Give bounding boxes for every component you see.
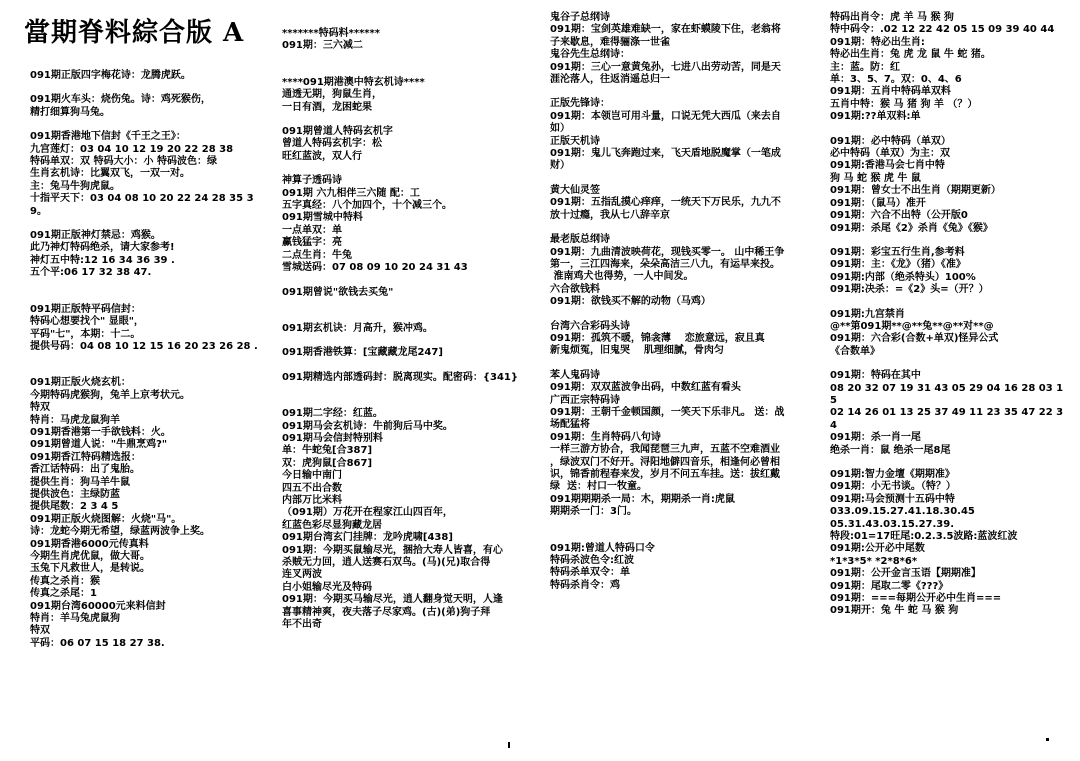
text-line: 091期：今期买鼠输尽光，捆拾大寿人皆喜，有心 [282, 544, 503, 556]
text-line: 091期：宝剑英雄难缺一，家在虾蟆陵下住，老翁将 [550, 24, 781, 36]
text-line: 神算子透码诗 [282, 175, 342, 187]
text-line: 091期:智力金壇《期期准》 [830, 469, 955, 480]
text-line: 特段:01=17旺尾:0.2.3.5波路:蓝波红波 [830, 531, 1018, 543]
text-line: 091期:??单双料:单 [830, 111, 921, 123]
text-line: 传真之杀尾：1 [30, 588, 97, 600]
text-line [550, 309, 816, 321]
text-line [282, 53, 522, 65]
text-line: 091期：本领岂可用斗量，口说无凭大西瓜（来去自 [550, 110, 781, 122]
text-line: 091期精选内部透码封：脱离现实。配密码：{341} [282, 371, 518, 383]
scan-speck [508, 742, 510, 748]
text-line: 091期曾道人说："牛鼎烹鸡?" [30, 439, 168, 451]
text-line: 内部万比米料 [282, 494, 342, 506]
text-line: 五字真经：八个加四个，十个减三个。 [282, 200, 452, 212]
text-line: 一点单双：单 [282, 224, 342, 236]
text-line: 091期马会玄机诗：牛前狗后马中奖。 [282, 420, 453, 432]
text-line: 091期：五指乱摸心痒痒，一统天下万民乐，九九不 [550, 197, 781, 209]
text-line: 091期 六九相伴三六随 配：工 [282, 187, 420, 199]
text-line: 今期特码虎猴狗，兔羊上京考状元。 [30, 389, 190, 401]
text-line: 091期：杀一肖一尾 [830, 432, 921, 444]
text-line: 淮南鸡犬也得势，一人中间发。 [550, 271, 694, 283]
text-line: 特码杀肖令：鸡 [550, 579, 620, 591]
text-line: 091期台湾玄门挂牌：龙吟虎啸[438] [282, 532, 453, 544]
text-line [830, 358, 1070, 370]
text-line: 识，锦香前程春来发，岁月不问五车挂。送：拔红戴 [550, 469, 780, 480]
text-line: 广西正宗特码诗 [550, 394, 620, 406]
text-line: 特双 [30, 402, 50, 414]
text-line: 091期雪城中特料 [282, 212, 363, 224]
text-line: 091期：特码在其中 [830, 370, 921, 382]
text-line: 091期：五肖中特码单双料 [830, 86, 951, 98]
text-line: 生肖玄机诗：比翼双飞，一双一对。 [30, 168, 190, 180]
text-line: 传真之杀肖：猴 [30, 575, 100, 587]
text-line: 精打细算狗马兔。 [30, 106, 110, 118]
text-line: 正版先锋诗： [550, 98, 610, 110]
text-line: 特码杀波色令:红波 [550, 555, 634, 567]
text-line: ****091期港澳中特玄机诗**** [282, 76, 425, 88]
text-line: 最老版总纲诗 [550, 234, 610, 246]
text-line: 091期：双双蓝波争出码，中数红蓝有看头 [550, 382, 741, 394]
text-line: 白小姐输尽光及特码 [282, 581, 372, 593]
text-line: 091期:决杀：=《2》头=（开？） [830, 284, 989, 296]
text-line: 08 20 32 07 19 31 43 05 29 04 16 28 03 15 [830, 382, 1064, 406]
text-line: 091期香港第一手欲钱料：火。 [30, 426, 171, 438]
column-3 [550, 12, 816, 592]
text-line: 091期曾道人特码玄机字 [282, 126, 393, 138]
text-line: 此乃神灯特码绝杀，请大家参考! [30, 242, 175, 254]
text-line: 特必出生肖：兔 虎 龙 鼠 牛 蛇 猪。 [830, 49, 991, 61]
text-line: 苯人鬼码诗 [550, 369, 600, 381]
text-line: 曾道人特码玄机字：松 [282, 138, 382, 150]
text-line: 091期:公开必中尾数 [830, 543, 925, 555]
text-line: 091期：特必出生肖: [830, 36, 925, 48]
text-line: 平码"七"，本期：十二。 [30, 328, 141, 340]
text-line: 赢钱猛字：亮 [282, 237, 342, 249]
text-line: 红蓝色彩尽显狗藏龙居 [282, 519, 382, 531]
text-line [282, 163, 522, 175]
column-2 [282, 28, 522, 631]
text-line: 放十过瘾，我从七八辞辛京 [550, 209, 670, 221]
column-1 [30, 70, 262, 650]
text-line: 特肖：羊马兔虎鼠狗 [30, 613, 120, 625]
text-line: 091期：今期买马输尽光，逍人翻身觉天明，人逢 [282, 594, 503, 606]
text-line [550, 358, 816, 370]
text-line: 通透无期，狗鼠生肖， [282, 89, 382, 101]
text-line: 黄大仙灵签 [550, 184, 600, 196]
text-line: 第一，三江四海来，朵朵高洁三八九，有运早来投。 [550, 258, 780, 270]
text-line: 091期玄机诀：月高升，猴冲鸡。 [282, 322, 433, 334]
text-line: 特双 [30, 625, 50, 637]
text-line [30, 353, 262, 365]
text-line [550, 531, 816, 543]
text-line: 连叉两波 [282, 569, 322, 581]
text-line: 091期正版特平码信封： [30, 303, 141, 315]
text-line: 091期曾说"欲钱去买兔" [282, 286, 394, 298]
text-line: 狗 马 蛇 猴 虎 牛 鼠 [830, 172, 921, 184]
text-line: 杀贼无力回，逍人送赛石双鸟。(马)(兄)取合得 [282, 557, 491, 568]
text-line: 091期：===每期公开必中生肖=== [830, 593, 1002, 605]
text-line: 091期:内部（绝杀特头）100% [830, 271, 976, 283]
text-line: 特码杀单双令：单 [550, 567, 630, 579]
scan-speck [1046, 738, 1049, 741]
text-line: 091期：（鼠马）准开 [830, 197, 926, 209]
text-line: 091期正版火烧图解：火烧"马"。 [30, 513, 182, 525]
text-line: *1*3*5* *2*8*6* [830, 555, 918, 567]
text-line: 正版天机诗 [550, 135, 600, 147]
text-line: 单：3、5、7。双：0、4、6 [830, 74, 962, 86]
text-line: 绿 送：村口一牧童。 [550, 481, 647, 493]
text-line [282, 384, 522, 396]
text-line [830, 124, 1070, 136]
text-line: 091期：杀尾《2》杀肖《兔》《猴》 [830, 222, 993, 234]
text-line: 如） [550, 123, 570, 135]
text-line: 091期正版火烧玄机： [30, 377, 131, 389]
text-line: 091期:曾道人特码口令 [550, 542, 655, 554]
text-line: 涯沦落人，往返消遥总归一 [550, 74, 670, 86]
text-line: 年不出奇 [282, 619, 322, 631]
text-line: 提供号码：04 08 10 12 15 16 20 23 26 28 . [30, 340, 258, 352]
text-line: 05.31.43.03.15.27.39. [830, 518, 955, 530]
text-line: 091期：六合彩(合数+单双)怪异公式 [830, 333, 999, 345]
text-line: 今期生肖虎优鼠，做大哥。 [30, 551, 150, 562]
text-line: 091期：王朝千金顿国颜，一笑天下乐非凡。 送：战 [550, 406, 785, 418]
text-line: 091期:香港马会七肖中特 [830, 160, 945, 172]
text-line: 033.09.15.27.41.18.30.45 [830, 506, 975, 518]
text-line: 091期开：兔 牛 蛇 马 猴 狗 [830, 605, 959, 617]
text-line: 鬼谷子总纲诗 [550, 12, 610, 23]
text-line [282, 299, 522, 311]
text-line: 特肖：马虎龙鼠狗羊 [30, 414, 120, 426]
text-line: 期期杀一门：3门。 [550, 506, 637, 518]
text-line: 二点生肖：牛兔 [282, 249, 352, 261]
text-line: 091期：公开金言玉语【期期准】 [830, 568, 981, 580]
text-line: 091期：九曲清波映荷花，现钱买零一。 山中稀王争 [550, 246, 785, 258]
text-line: 091期：生肖特码八句诗 [550, 431, 661, 443]
text-line: 091期：尾取二零《???》 [830, 580, 949, 592]
text-line: 神灯五中特:12 16 34 36 39 . [30, 254, 175, 266]
text-line: 一样三游方协合，我闻琵琶三九声，五蓝不空难酒业 [550, 444, 780, 456]
text-line: 子来歇息，难得骊涤一世雀 [550, 36, 670, 48]
text-line: 091期：彩宝五行生肖,参考料 [830, 246, 965, 258]
text-line [30, 365, 262, 377]
text-line: 今日输中南门 [282, 470, 342, 482]
text-line: 091期香港6000元传真料 [30, 538, 149, 550]
text-line [30, 280, 262, 292]
text-line: 必中特码（单双）为主：双 [830, 148, 950, 160]
page-title: 當期脊料綜合版 A [24, 18, 245, 48]
text-line: 四五不出合数 [282, 482, 342, 494]
text-line [830, 297, 1070, 309]
text-line: 091期香港铁算：[宝藏藏龙尾247] [282, 347, 443, 359]
text-line: 091期正版神灯禁忌：鸡猴。 [30, 230, 161, 242]
text-line: 091期：曾女士不出生肖（期期更新） [830, 185, 1001, 197]
text-line: 091期：欲钱买不解的动物（马鸡） [550, 296, 711, 308]
text-line [282, 65, 522, 77]
text-line: 鬼谷先生总纲诗： [550, 49, 630, 61]
text-line [30, 218, 262, 230]
text-line [550, 173, 816, 185]
text-line: 091期：主：《龙》（猪）《准》 [830, 259, 966, 271]
text-line [282, 396, 522, 408]
text-line: 香江话特码：出了鬼胎。 [30, 464, 140, 476]
text-line: 九宫莲灯：03 04 10 12 19 20 22 28 38 [30, 143, 234, 155]
text-line [282, 311, 522, 323]
text-line: 玉兔下凡救世人，是转说。 [30, 563, 150, 575]
text-line: 091期马会信封特别料 [282, 432, 383, 444]
text-line: 喜事精神爽，夜夫落子尽家鸡。(古)(弟)狗子拜 [282, 606, 491, 618]
text-line [282, 335, 522, 347]
text-line: 091期正版四字梅花诗：龙腾虎跃。 [30, 70, 191, 81]
text-line [282, 114, 522, 126]
text-line: 091期：六合不出特（公开版0 [830, 210, 968, 222]
column-4 [830, 12, 1070, 618]
text-line: （091期）万花开在程家江山四百年， [282, 507, 453, 519]
text-line [282, 275, 522, 287]
text-line: 新鬼烦冤，旧鬼哭 肌理细腻，骨肉匀 [550, 345, 724, 357]
text-line: 091期火车头：烧伤兔。诗：鸡死猴伤， [30, 94, 211, 106]
text-line: 提供生肖：狗马羊牛鼠 [30, 476, 130, 488]
text-line: 091期香江特码精选报： [30, 451, 141, 463]
text-line: 主：兔马牛狗虎鼠。 [30, 180, 120, 192]
text-line: 091期二字经：红蓝。 [282, 408, 383, 420]
text-line: 091期:马会预测十五码中特 [830, 493, 955, 505]
text-line: 091期：孤筑不暖，锦衾薄 恋旅意远，寂且真 [550, 332, 765, 344]
text-line: 主：蓝。防：红 [830, 61, 900, 73]
text-line: 091期台湾60000元来料信封 [30, 600, 166, 612]
text-line: 雪城送码：07 08 09 10 20 24 31 43 [282, 262, 468, 274]
text-line [550, 519, 816, 531]
text-line: 091期香港地下信封《千王之王》： [30, 131, 186, 143]
text-line: 双：虎狗鼠[合867] [282, 457, 373, 469]
text-line: @**第091期**@**兔**@**对**@ [830, 320, 994, 332]
text-line: 091期：小无书谈。（特？） [830, 481, 956, 493]
text-line: 单：牛蛇兔[合387] [282, 445, 373, 457]
text-line: 特码出肖令：虎 羊 马 猴 狗 [830, 12, 954, 23]
text-line: 《合数单》 [830, 345, 880, 357]
text-line: 091期：鬼儿飞奔跑过来，飞天盾地脱魔掌（一笔成 [550, 148, 781, 160]
text-line [550, 222, 816, 234]
text-line: 十指平天下：03 04 08 10 20 22 24 28 35 39。 [30, 193, 254, 217]
text-line: 五肖中特：猴 马 猪 狗 羊 （？） [830, 98, 978, 110]
text-line: 诗：龙蛇今期无希望，绿蓝两波争上奖。 [30, 526, 210, 538]
text-line [830, 457, 1070, 469]
text-line: 台湾六合彩码头诗 [550, 320, 630, 332]
text-line: *******特码料****** [282, 28, 380, 39]
text-line: 特码单双：双 特码大小：小 特码波色：绿 [30, 156, 217, 168]
text-line: 091期：三心一意黄兔孙，七进八出劳动苦，同是天 [550, 61, 781, 73]
text-line [30, 119, 262, 131]
text-line: 091期:九宫禁肖 [830, 308, 905, 320]
text-line: ，绿波双门不好开。浔阳地僻四音乐，相逢何必曾相 [550, 456, 780, 468]
text-line: 平码：06 07 15 18 27 38. [30, 637, 165, 649]
text-line [550, 86, 816, 98]
text-line: 02 14 26 01 13 25 37 49 11 23 35 47 22 34 [830, 407, 1064, 431]
text-line [282, 360, 522, 372]
text-line: 一日有酒，龙困蛇果 [282, 101, 372, 113]
text-line [30, 292, 262, 304]
text-line: 提供尾数：2 3 4 5 [30, 501, 119, 513]
text-line: 091期：必中特码（单双） [830, 135, 951, 147]
text-line: 场配猛将 [550, 419, 590, 431]
text-line: 特中码令：.02 12 22 42 05 15 09 39 40 44 [830, 24, 1055, 36]
text-line: 特码心想要找个" 显眼"， [30, 316, 144, 328]
text-line: 旺红蓝波，双人行 [282, 150, 362, 162]
text-line [30, 82, 262, 94]
text-line [830, 235, 1070, 247]
text-line: 五个平:06 17 32 38 47. [30, 267, 152, 279]
text-line: 六合欲钱料 [550, 283, 600, 295]
text-line: 财） [550, 160, 570, 172]
text-line: 091期：三六减二 [282, 40, 363, 52]
text-line: 提供波色：主绿防蓝 [30, 488, 120, 500]
text-line: 绝杀一肖：鼠 绝杀一尾8尾 [830, 444, 951, 456]
text-line: 091期期期杀一局：木，期期杀一肖:虎鼠 [550, 493, 735, 505]
